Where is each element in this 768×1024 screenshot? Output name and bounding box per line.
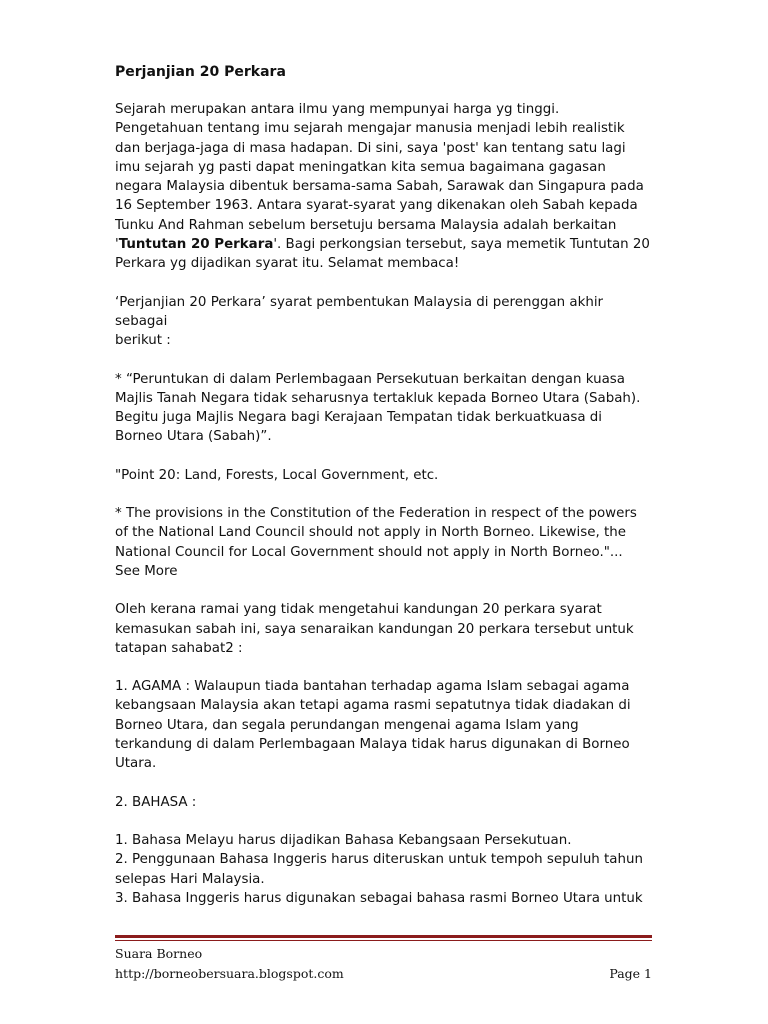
text-line: Tunku And Rahman sebelum bersetuju bersama Malaysia adalah berkaitan: [115, 217, 617, 233]
malay-point-paragraph: [115, 370, 660, 447]
text-line: Begitu juga Majlis Negara bagi Kerajaan Tempatan tidak berkuatkuasa di: [115, 410, 603, 426]
see-more-text: See More: [115, 563, 178, 579]
text-line: * The provisions in the Constitution of the Federation in respect of the powers: [115, 506, 637, 522]
text-line: sebagai: [115, 313, 168, 329]
text-line: imu sejarah yg pasti dapat meningatkan kita semua bagaimana gagasan: [115, 159, 606, 175]
list-item: 2. Penggunaan Bahasa Inggeris harus diteruskan untuk tempoh sepuluh tahun: [115, 852, 643, 868]
quote-intro-paragraph: [115, 293, 660, 351]
text-line: "Point 20: Land, Forests, Local Government, etc.: [115, 467, 439, 483]
page-number: Page 1: [609, 966, 652, 981]
text-line: ‘Perjanjian 20 Perkara’ syarat pembentukan Malaysia di perenggan akhir: [115, 294, 604, 310]
bahasa-heading: [115, 793, 660, 812]
text-line: Oleh kerana ramai yang tidak mengetahui kandungan 20 perkara syarat: [115, 602, 602, 618]
text-line: kemasukan sabah ini, saya senaraikan kandungan 20 perkara tersebut untuk: [115, 621, 634, 637]
page-footer: [115, 944, 652, 984]
text-line: of the National Land Council should not apply in North Borneo. Likewise, the: [115, 525, 626, 541]
text-line: Utara.: [115, 756, 157, 772]
text-line: dan berjaga-jaga di masa hadapan. Di sini, saya 'post' kan tentang satu lagi: [115, 140, 626, 156]
list-item: 3. Bahasa Inggeris harus digunakan sebagai bahasa rasmi Borneo Utara untuk: [115, 890, 643, 906]
list-intro-paragraph: [115, 600, 660, 658]
document-body: [115, 62, 660, 908]
footer-divider: [115, 935, 652, 941]
point20-paragraph: [115, 466, 660, 485]
bahasa-list: [115, 831, 660, 908]
quote-mark: ': [115, 237, 119, 253]
text-line: kebangsaan Malaysia akan tetapi agama rasmi sepatutnya tidak diadakan di: [115, 698, 631, 714]
text-line: 2. BAHASA :: [115, 794, 197, 810]
footer-row: [115, 964, 652, 984]
list-item: 1. Bahasa Melayu harus dijadikan Bahasa Kebangsaan Persekutuan.: [115, 832, 572, 848]
text-line: berikut :: [115, 333, 171, 349]
text-line: National Council for Local Government should not apply in North Borneo."...: [115, 544, 623, 560]
text-line: Sejarah merupakan antara ilmu yang mempunyai harga yg tinggi.: [115, 102, 560, 117]
text-line: * “Peruntukan di dalam Perlembagaan Persekutuan berkaitan dengan kuasa: [115, 371, 625, 387]
agama-paragraph: [115, 677, 660, 773]
highlight-term: Tuntutan 20 Perkara: [118, 237, 274, 253]
english-point-paragraph: [115, 504, 660, 581]
text-line: tatapan sahabat2 :: [115, 640, 243, 656]
text-line: Borneo Utara (Sabah)”.: [115, 429, 272, 445]
text-line: terkandung di dalam Perlembagaan Malaya tidak harus digunakan di Borneo: [115, 737, 630, 753]
document-title: Perjanjian 20 Perkara: [115, 64, 286, 80]
text-line: Pengetahuan tentang imu sejarah mengajar manusia menjadi lebih realistik: [115, 121, 625, 137]
list-item-continuation: selepas Hari Malaysia.: [115, 871, 265, 887]
divider-thick: [115, 935, 652, 938]
text-line: Borneo Utara, dan segala perundangan mengenai agama Islam yang: [115, 717, 579, 733]
footer-author: Suara Borneo: [115, 946, 203, 961]
divider-thin: [115, 940, 652, 941]
text-line: negara Malaysia dibentuk bersama-sama Sabah, Sarawak dan Singapura pada: [115, 179, 644, 195]
intro-paragraph: [115, 100, 660, 274]
text-line: [115, 235, 660, 254]
footer-url: http://borneobersuara.blogspot.com: [115, 966, 344, 981]
text-line: 1. AGAMA : Walaupun tiada bantahan terhadap agama Islam sebagai agama: [115, 679, 630, 695]
text-fragment: '. Bagi perkongsian tersebut, saya memetik Tuntutan 20: [273, 237, 650, 253]
text-line: 16 September 1963. Antara syarat-syarat yang dikenakan oleh Sabah kepada: [115, 198, 638, 214]
text-line: Perkara yg dijadikan syarat itu. Selamat membaca!: [115, 256, 460, 272]
text-line: Majlis Tanah Negara tidak seharusnya tertakluk kepada Borneo Utara (Sabah).: [115, 390, 641, 406]
